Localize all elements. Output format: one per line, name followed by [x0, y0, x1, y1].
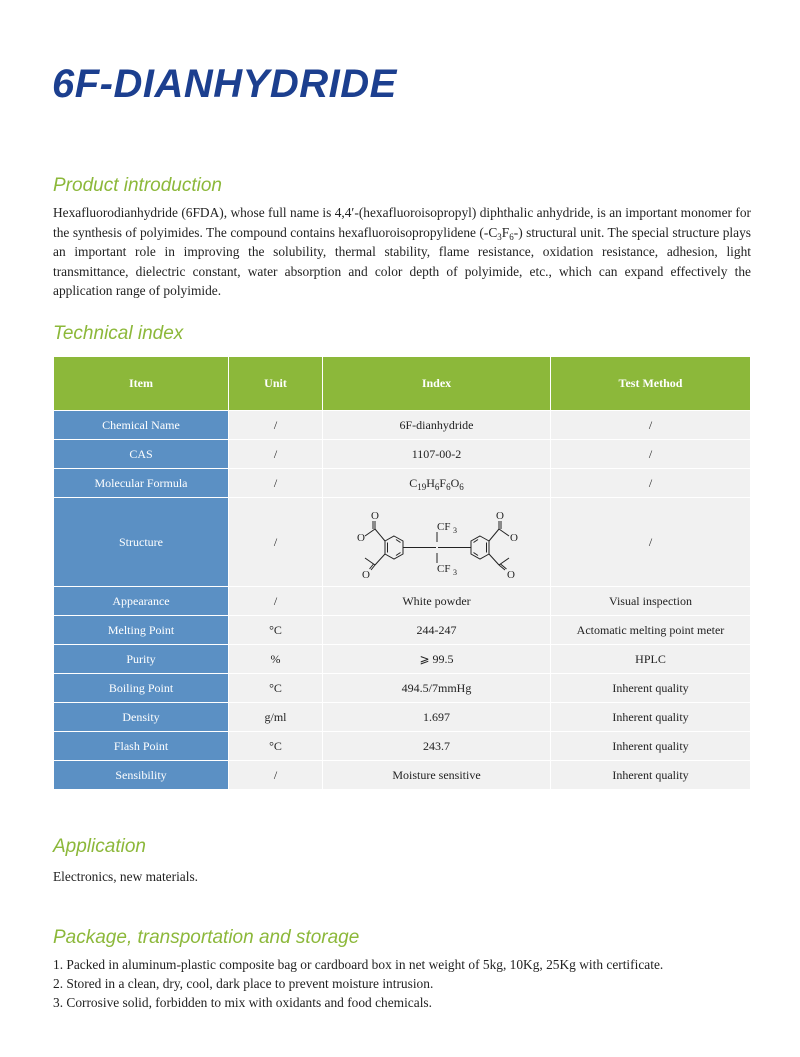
unit-cell: °C [229, 674, 323, 703]
method-cell: Inherent quality [551, 674, 751, 703]
header-test-method: Test Method [551, 357, 751, 411]
method-cell: / [551, 469, 751, 498]
list-item: 1. Packed in aluminum-plastic composite bag or cardboard box in net weight of 5kg, 10Kg, 25Kg with certificate. [53, 957, 664, 972]
molecular-formula: $C_{19}H_6F_6O_6$ [323, 469, 551, 498]
unit-cell: % [229, 645, 323, 674]
page-title: 6F-DIANHYDRIDE [52, 62, 397, 106]
unit-cell: g/ml [229, 703, 323, 732]
technical-index-table [53, 356, 751, 790]
section-heading-package: Package, transportation and storage [53, 927, 360, 948]
section-heading-application: Application [53, 836, 146, 857]
index-cell: 244-247 [323, 616, 551, 645]
unit-cell: / [229, 587, 323, 616]
application-text: Electronics, new materials. [53, 869, 199, 884]
method-cell: Actomatic melting point meter [551, 616, 751, 645]
section-heading-technical: Technical index [53, 323, 184, 344]
item-cell: Structure [54, 498, 229, 587]
item-cell: Boiling Point [54, 674, 229, 703]
list-item: 3. Corrosive solid, forbidden to mix with oxidants and food chemicals. [53, 995, 432, 1010]
unit-cell: / [229, 440, 323, 469]
unit-cell: / [229, 498, 323, 587]
header-unit: Unit [229, 357, 323, 411]
index-cell: 6F-dianhydride [323, 411, 551, 440]
table-row [54, 498, 751, 587]
unit-cell: / [229, 411, 323, 440]
method-cell: HPLC [551, 645, 751, 674]
svg-text:O: O [357, 532, 365, 544]
table-row [54, 469, 751, 498]
svg-text:3: 3 [453, 526, 457, 535]
index-cell: White powder [323, 587, 551, 616]
table-header-row [54, 357, 751, 411]
table-row [54, 674, 751, 703]
item-cell: Molecular Formula [54, 469, 229, 498]
method-cell: / [551, 498, 751, 587]
table-row [54, 732, 751, 761]
item-cell: CAS [54, 440, 229, 469]
method-cell: / [551, 411, 751, 440]
table-row [54, 645, 751, 674]
unit-cell: / [229, 469, 323, 498]
section-heading-intro: Product introduction [53, 175, 222, 196]
svg-text:CF: CF [437, 521, 451, 533]
index-cell: ⩾ 99.5 [323, 645, 551, 674]
unit-cell: / [229, 761, 323, 790]
method-cell: Visual inspection [551, 587, 751, 616]
method-cell: Inherent quality [551, 761, 751, 790]
index-cell: 494.5/7mmHg [323, 674, 551, 703]
index-cell: 243.7 [323, 732, 551, 761]
item-cell: Chemical Name [54, 411, 229, 440]
method-cell: Inherent quality [551, 703, 751, 732]
svg-text:O: O [371, 510, 379, 522]
item-cell: Purity [54, 645, 229, 674]
index-cell: 1.697 [323, 703, 551, 732]
item-cell: Density [54, 703, 229, 732]
item-cell: Sensibility [54, 761, 229, 790]
item-cell: Melting Point [54, 616, 229, 645]
index-cell: Moisture sensitive [323, 761, 551, 790]
table-row [54, 761, 751, 790]
method-cell: / [551, 440, 751, 469]
list-item: 2. Stored in a clean, dry, cool, dark place to prevent moisture intrusion. [53, 976, 434, 991]
item-cell: Flash Point [54, 732, 229, 761]
table-row [54, 411, 751, 440]
svg-text:O: O [507, 569, 515, 581]
item-cell: Appearance [54, 587, 229, 616]
svg-text:CF: CF [437, 563, 451, 575]
method-cell: Inherent quality [551, 732, 751, 761]
table-row [54, 703, 751, 732]
table-row [54, 616, 751, 645]
header-index: Index [323, 357, 551, 411]
chemical-structure-diagram [323, 498, 551, 586]
unit-cell: °C [229, 732, 323, 761]
unit-cell: °C [229, 616, 323, 645]
svg-text:O: O [496, 510, 504, 522]
svg-text:O: O [510, 532, 518, 544]
intro-paragraph: Hexafluorodianhydride (6FDA), whose full name is 4,4′-(hexafluoroisopropyl) diphthalic anhydride, is an important monomer for the synthesis of polyimides. The compound contains hexafluoroisopropylidene $(-C_3F_6-)$ structural unit. The special structure plays an important role in improving the solubility, thermal stability, flame resistance, oxidation resistance, adhesion, light transmittance, dielectric constant, water absorption and color depth of polyimide, etc., which can expand effectively the application range of polyimide. [53, 205, 751, 299]
table-row [54, 440, 751, 469]
structure-cell [323, 498, 551, 587]
svg-text:O: O [362, 569, 370, 581]
index-cell: 1107-00-2 [323, 440, 551, 469]
table-row [54, 587, 751, 616]
svg-text:3: 3 [453, 568, 457, 577]
header-item: Item [54, 357, 229, 411]
